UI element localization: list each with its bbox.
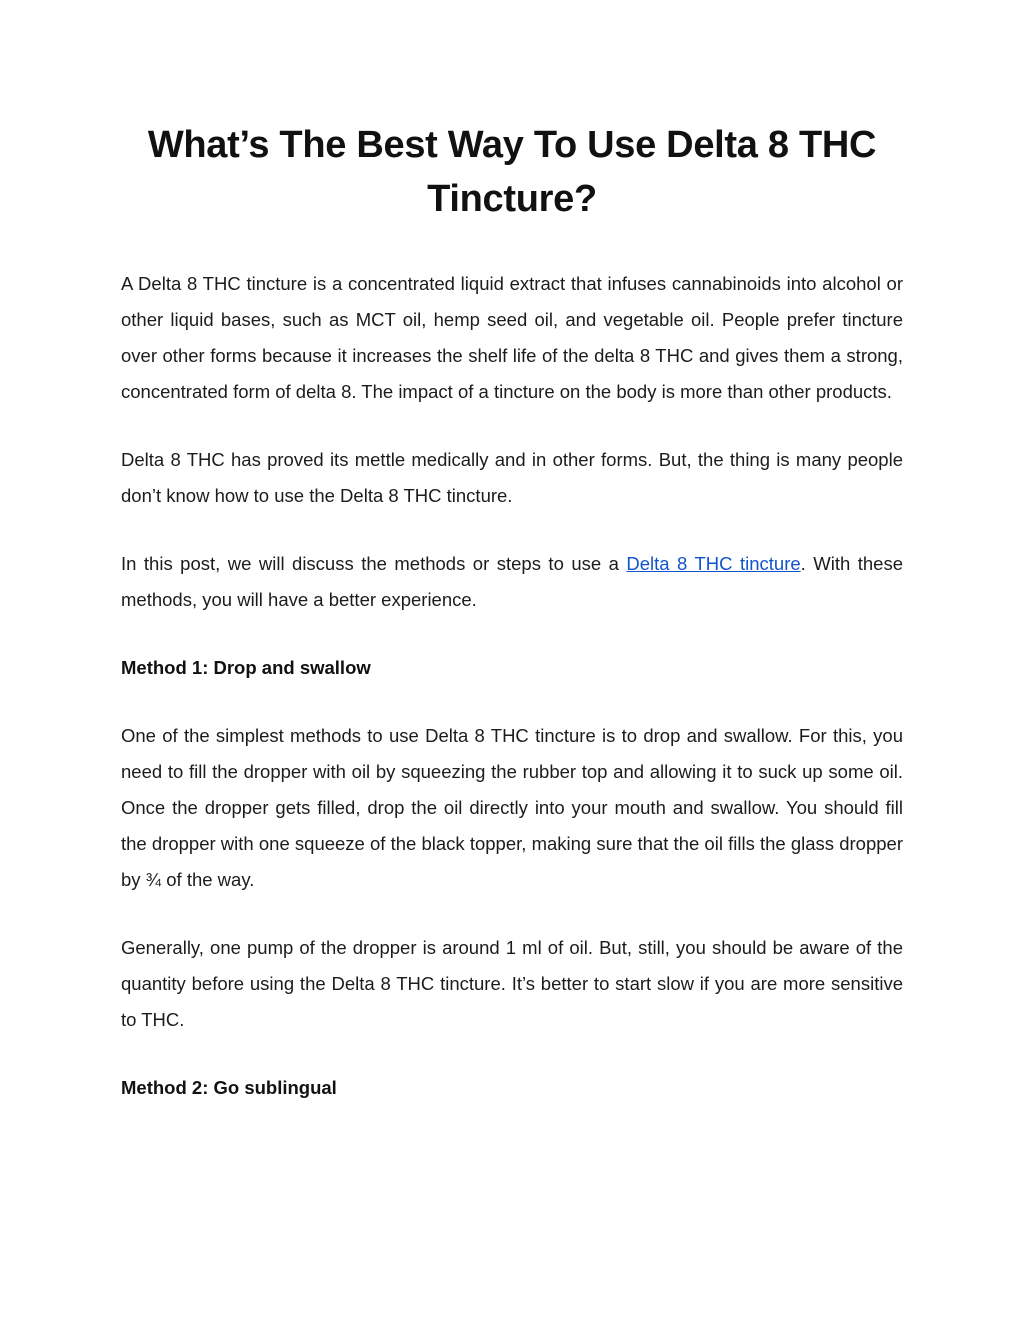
- document-page: [121, 118, 903, 1106]
- drop-and-swallow-paragraph: One of the simplest methods to use Delta 8 THC tincture is to drop and swallow. For this, you need to fill the dropper with oil by squeezing the rubber top and allowing it to suck up some oil. Once the dropper gets filled, drop the oil directly into your mouth and swallow. You should fill the dropper with one squeeze of the black topper, making sure that the oil fills the glass dropper by ¾ of the way.: [121, 725, 903, 890]
- method-2-heading: Method 2: Go sublingual: [121, 1077, 337, 1098]
- intro-paragraph: A Delta 8 THC tincture is a concentrated liquid extract that infuses cannabinoids into alcohol or other liquid bases, such as MCT oil, hemp seed oil, and vegetable oil. People prefer tincture over other forms because it increases the shelf life of the delta 8 THC and gives them a strong, concentrated form of delta 8. The impact of a tincture on the body is more than other products.: [121, 273, 903, 402]
- mettle-paragraph: Delta 8 THC has proved its mettle medically and in other forms. But, the thing is many people don’t know how to use the Delta 8 THC tincture.: [121, 449, 903, 506]
- dosage-paragraph: Generally, one pump of the dropper is around 1 ml of oil. But, still, you should be aware of the quantity before using the Delta 8 THC tincture. It’s better to start slow if you are more sensitive to THC.: [121, 937, 903, 1030]
- methods-intro-paragraph: [121, 546, 903, 618]
- methods-intro-text-after: . With these methods, you will have a better experience.: [121, 553, 903, 610]
- document-title: What’s The Best Way To Use Delta 8 THC Tincture?: [147, 124, 877, 220]
- methods-intro-text-before: In this post, we will discuss the methods or steps to use a: [121, 553, 627, 574]
- delta-8-tincture-link[interactable]: Delta 8 THC tincture: [626, 553, 801, 574]
- method-1-heading: Method 1: Drop and swallow: [121, 657, 371, 678]
